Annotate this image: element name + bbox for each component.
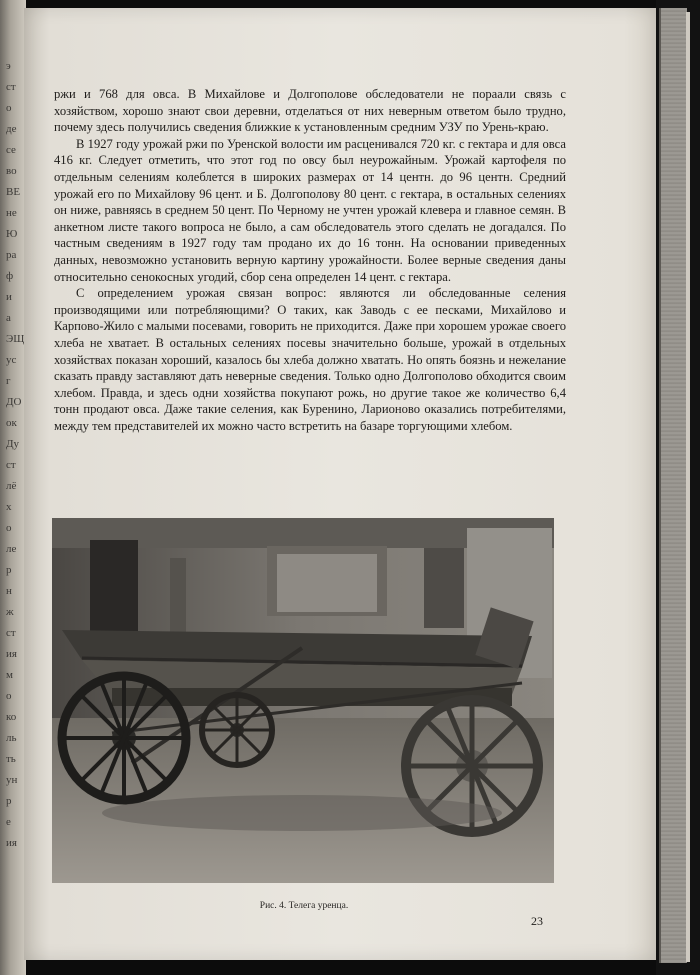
left-page-fragment: ко <box>6 711 17 723</box>
left-page-fragment: ок <box>6 417 17 429</box>
left-page-edge <box>0 0 26 975</box>
left-page-fragment: ть <box>6 753 16 765</box>
left-page-fragment: ст <box>6 459 16 471</box>
left-page-fragment: ль <box>6 732 17 744</box>
body-text <box>54 86 566 434</box>
left-page-fragment: ст <box>6 627 16 639</box>
left-page-fragment: р <box>6 564 12 576</box>
left-page-fragment: Ю <box>6 228 18 240</box>
left-page-fragment: н <box>6 585 12 597</box>
book-page <box>24 8 656 960</box>
left-page-fragment: и <box>6 291 12 303</box>
left-page-fragment: е <box>6 816 11 828</box>
paragraph-1: ржи и 768 для овса. В Михайлове и Долгополове обследователи не пораали связь с хозяйством, хорошо знают свои деревни, отделаться от них неверным ответом было трудно, почему здесь получились сведения ближкие к установленным средним УЗУ по Урень-краю. <box>54 87 566 135</box>
left-page-fragment: Ду <box>6 438 20 450</box>
left-page-fragment: ле <box>6 543 17 555</box>
left-page-fragment: г <box>6 375 11 387</box>
left-page-fragment: х <box>6 501 12 513</box>
left-page-fragment: о <box>6 690 12 702</box>
left-page-fragment: м <box>6 669 13 681</box>
cloth-binding <box>659 8 687 963</box>
left-page-fragment: э <box>6 60 11 72</box>
left-page-fragment: де <box>6 123 17 135</box>
page-number: 23 <box>531 914 543 928</box>
left-page-fragment: ЭЩ <box>6 333 24 345</box>
left-page-fragment: ия <box>6 648 17 660</box>
left-page-fragment: ж <box>6 606 14 618</box>
left-page-fragment: ВЕ <box>6 186 21 198</box>
left-page-fragment: се <box>6 144 16 156</box>
page-stack-edge <box>686 12 690 962</box>
left-page-fragment: ун <box>6 774 18 786</box>
book-cover-edge <box>656 0 700 975</box>
left-page-fragment: а <box>6 312 11 324</box>
left-page-fragment: ус <box>6 354 17 366</box>
left-page-fragment: ДО <box>6 396 22 408</box>
figure-caption: Рис. 4. Телега уренца. <box>259 901 349 911</box>
left-page-fragment: о <box>6 102 12 114</box>
paragraph-2: В 1927 году урожай ржи по Уренской волости им расценивался 720 кг. с гектара и для овса 416 кг. Следует отметить, что этот год по овсу был неурожайным. Урожай картофеля по отдельным селениям колеблется в широких размерах от 14 центн. до 96 центн. Средний урожай его по Михайлову 96 цент. и Б. Долгополову 80 цент. с гектара, в остальных селениях он ниже, равняясь в среднем 50 цент. По Черному не учтен урожай клевера и главное семян. В анкетном листе такого вопроса не было, а сам обследователь этого сделать не догадался. По частным сведениям в 1927 году там продано их до 16 тонн. На основании приведенных данных, невозможно установить верную картину урожайности. Более верные сведения даны относительно сенокосных угодий, сбор сена определен 14 цент. с гектара. <box>54 136 566 284</box>
left-page-fragment: не <box>6 207 17 219</box>
cart-photograph <box>52 518 554 883</box>
paragraph-3: С определением урожая связан вопрос: являются ли обследованные селения производящими или потребляющими? О таких, как Заводь с ее песками, Михайлово и Карпово-Жило с малыми посевами, говорить не приходится. Даже при хорошем урожае своего хлеба не хватает. В остальных селениях посевы значительно больше, урожай в отдельных хозяйствах показан хороший, казалось бы хлеба должно хватать. Но опять боязнь и нежелание сказать правду заставляют дать неверные сведения. Только одно Долгополово обходится своим хлебом. Правда, и здесь одни хозяйства покупают рожь, но другие такое же количество 6,4 тонн продают овса. Даже такие селения, как Буренино, Ларионово оказались потребителями, между тем представителей их можно часто встретить на базаре торгующими хлебом. <box>54 286 566 433</box>
left-page-fragment: ст <box>6 81 16 93</box>
left-page-fragment: лё <box>6 480 17 492</box>
left-page-fragment: во <box>6 165 17 177</box>
left-page-fragment: о <box>6 522 12 534</box>
left-page-fragment: ия <box>6 837 17 849</box>
left-page-fragment: ф <box>6 270 14 282</box>
left-page-fragment: р <box>6 795 12 807</box>
left-page-fragment: ра <box>6 249 17 261</box>
